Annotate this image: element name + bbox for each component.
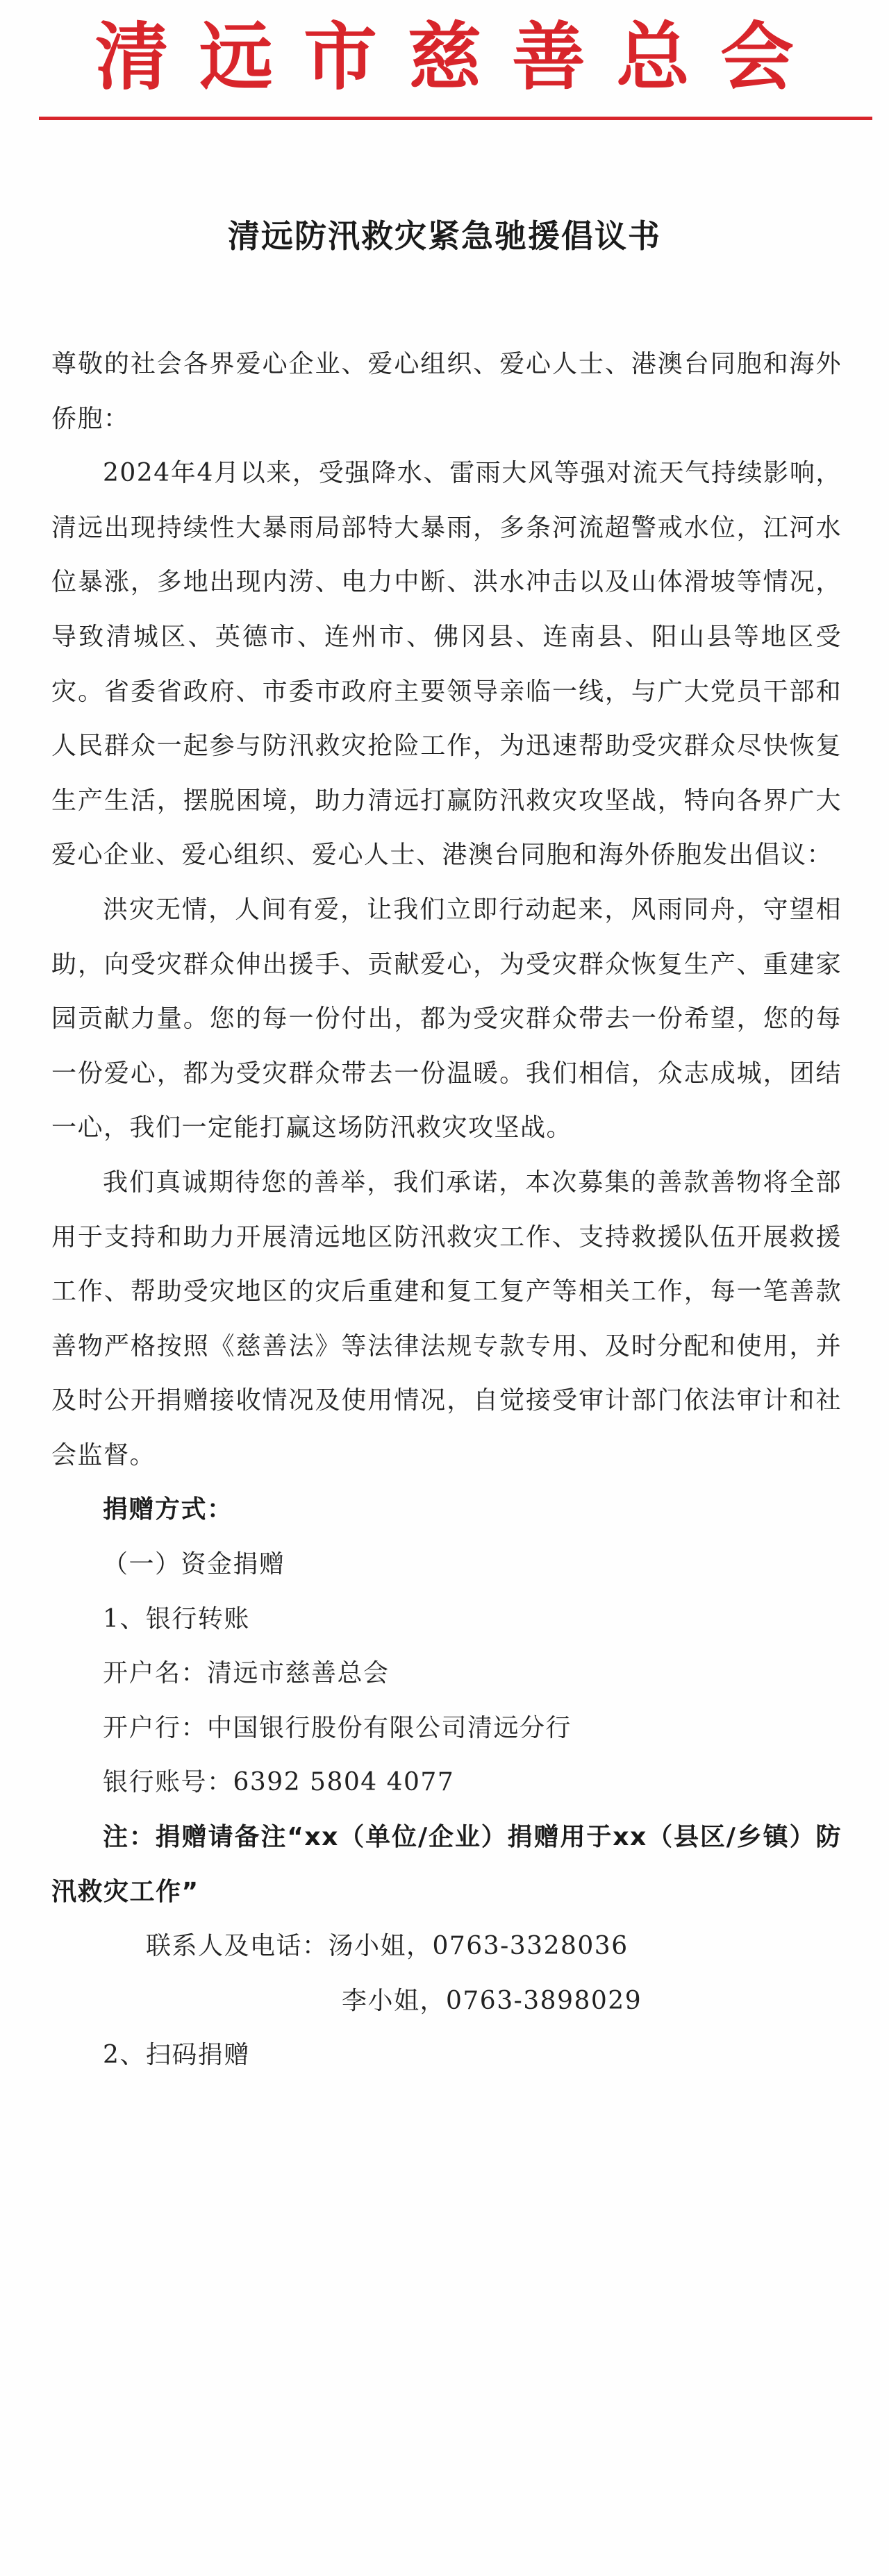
qr-donation-label: 2、扫码捐赠 <box>103 2041 250 2070</box>
letterhead <box>0 0 889 132</box>
donation-methods-heading: 捐赠方式： <box>103 1495 233 1524</box>
contact-secondary: 李小姐，0763-3898029 <box>342 1986 642 2015</box>
document-body <box>51 337 842 2083</box>
account-number: 银行账号：6392 5804 4077 <box>103 1768 455 1797</box>
paragraph-appeal: 洪灾无情，人间有爱，让我们立即行动起来，风雨同舟，守望相助，向受灾群众伸出援手、贡献爱心，为受灾群众恢复生产、重建家园贡献力量。您的每一份付出，都为受灾群众带去一份希望，您的每一份爱心，都为受灾群众带去一份温暖。我们相信，众志成城，团结一心，我们一定能打赢这场防汛救灾攻坚战。 <box>51 895 842 1143</box>
donation-section-funds: （一）资金捐赠 <box>103 1550 285 1579</box>
paragraph-commitment: 我们真诚期待您的善举，我们承诺，本次募集的善款善物将全部用于支持和助力开展清远地区防汛救灾工作、支持救援队伍开展救援工作、帮助受灾地区的灾后重建和复工复产等相关工作，每一笔善款善物严格按照《慈善法》等法律法规专款专用、及时分配和使用，并及时公开捐赠接收情况及使用情况，自觉接受审计部门依法审计和社会监督。 <box>51 1168 842 1470</box>
bank-transfer-label: 1、银行转账 <box>103 1604 250 1633</box>
account-name: 开户名：清远市慈善总会 <box>103 1659 390 1688</box>
donation-note: 注：捐赠请备注“xx（单位/企业）捐赠用于xx（县区/乡镇）防汛救灾工作” <box>51 1823 842 1906</box>
contact-primary: 联系人及电话：汤小姐，0763-3328036 <box>146 1932 629 1961</box>
document-title: 清远防汛救灾紧急驰援倡议书 <box>228 217 661 255</box>
paragraph-situation: 2024年4月以来，受强降水、雷雨大风等强对流天气持续影响，清远出现持续性大暴雨局部特大暴雨，多条河流超警戒水位，江河水位暴涨，多地出现内涝、电力中断、洪水冲击以及山体滑坡等情况，导致清城区、英德市、连州市、佛冈县、连南县、阳山县等地区受灾。省委省政府、市委市政府主要领导亲临一线，与广大党员干部和人民群众一起参与防汛救灾抢险工作，为迅速帮助受灾群众尽快恢复生产生活，摆脱困境，助力清远打赢防汛救灾攻坚战，特向各界广大爱心企业、爱心组织、爱心人士、港澳台同胞和海外侨胞发出倡议： <box>51 459 842 870</box>
organization-name: 清远市慈善总会 <box>95 13 824 100</box>
salutation: 尊敬的社会各界爱心企业、爱心组织、爱心人士、港澳台同胞和海外侨胞： <box>51 350 842 433</box>
letterhead-red-rule <box>39 117 872 120</box>
bank-name: 开户行：中国银行股份有限公司清远分行 <box>103 1713 572 1742</box>
